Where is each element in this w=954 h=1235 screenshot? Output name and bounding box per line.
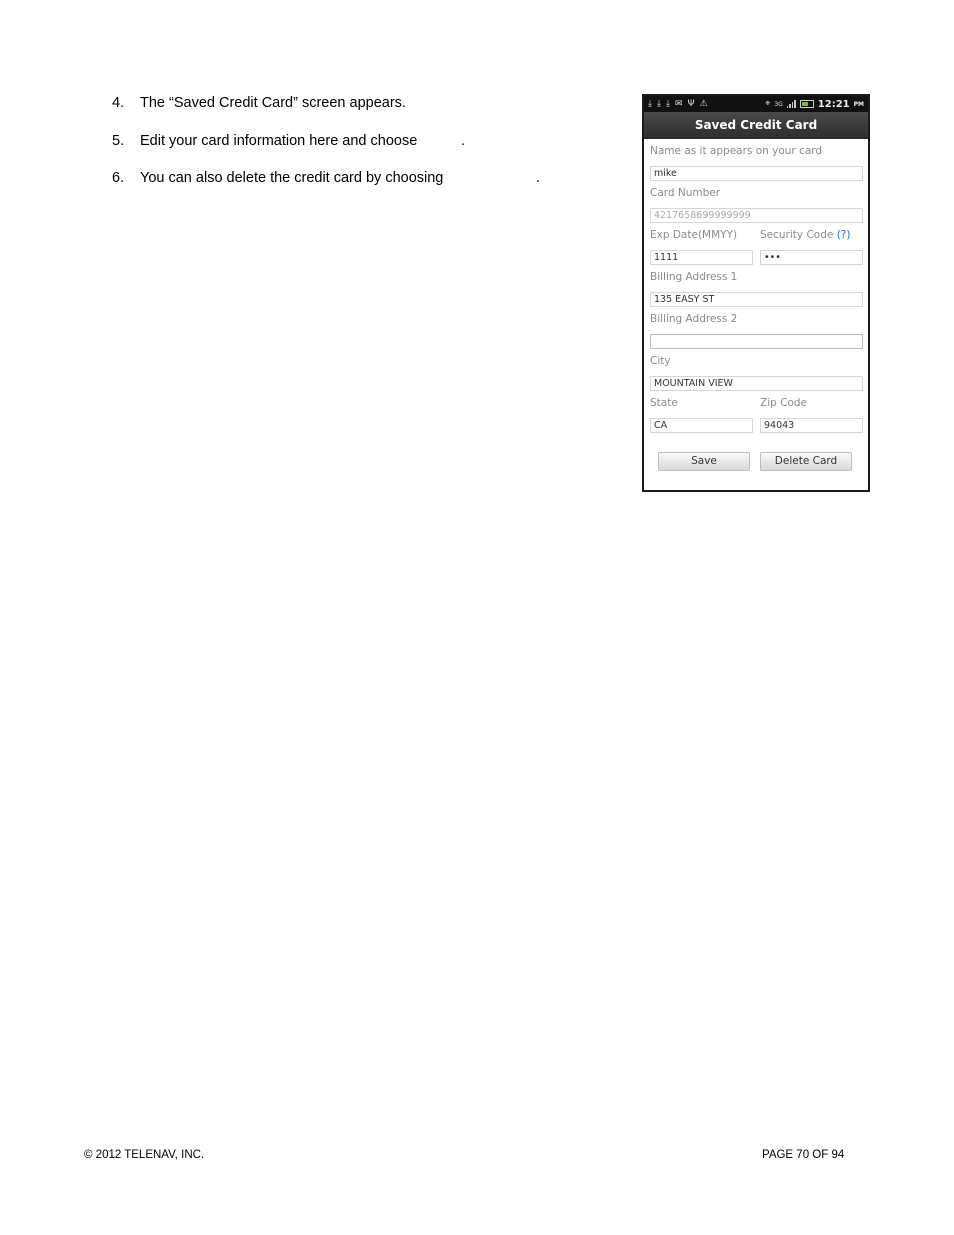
billing-address-1-label: Billing Address 1	[650, 271, 738, 283]
download-icon: ⤓	[665, 98, 670, 109]
usb-icon: Ψ	[687, 98, 695, 109]
billing-address-1-field[interactable]: 135 EASY ST	[650, 292, 863, 307]
clock: 12:21	[817, 98, 850, 110]
screen-title: Saved Credit Card	[644, 112, 868, 139]
status-bar	[644, 96, 868, 112]
step-period: .	[536, 170, 541, 186]
card-number-label: Card Number	[650, 187, 721, 199]
step-text: Edit your card information here and choose	[140, 132, 418, 149]
step-number: 5.	[112, 132, 125, 149]
exp-date-field[interactable]: 1111	[650, 250, 753, 265]
billing-address-2-field[interactable]	[650, 334, 863, 349]
step-number: 6.	[112, 170, 125, 186]
step-6	[112, 168, 572, 188]
exp-date-label: Exp Date(MMYY)	[650, 229, 738, 241]
step-period: .	[461, 132, 466, 149]
city-field[interactable]: MOUNTAIN VIEW	[650, 376, 863, 391]
billing-address-2-label: Billing Address 2	[650, 313, 738, 325]
page-number: PAGE 70 OF 94	[762, 1149, 845, 1161]
download-icon: ⤓	[656, 98, 661, 109]
security-code-field[interactable]: •••	[760, 250, 863, 265]
copyright: © 2012 TELENAV, INC.	[84, 1149, 205, 1161]
download-icon: ⤓	[648, 98, 652, 109]
step-5	[112, 131, 572, 151]
clock-ampm: PM	[853, 100, 864, 108]
security-code-help-link[interactable]: (?)	[836, 229, 851, 241]
zip-code-label: Zip Code	[760, 397, 807, 409]
security-code-label: Security Code	[760, 229, 834, 241]
gps-icon: ⌖	[765, 98, 771, 109]
battery-icon	[800, 100, 814, 108]
save-button[interactable]: Save	[658, 452, 750, 471]
step-number: 4.	[112, 95, 125, 111]
warning-icon: ⚠	[699, 98, 708, 109]
card-number-field: 4217658699999999	[650, 208, 863, 223]
step-text: You can also delete the credit card by choosing	[140, 170, 444, 186]
zip-code-field[interactable]: 94043	[760, 418, 863, 433]
phone-screenshot	[642, 94, 870, 492]
instruction-steps	[112, 93, 572, 206]
delete-card-button[interactable]: Delete Card	[760, 452, 852, 471]
name-label: Name as it appears on your card	[650, 145, 823, 157]
security-code-label-wrap	[760, 229, 850, 241]
step-text: The “Saved Credit Card” screen appears.	[140, 95, 406, 111]
network-type: 3G	[774, 100, 783, 108]
name-field[interactable]: mike	[650, 166, 863, 181]
mail-icon: ✉	[674, 98, 683, 109]
city-label: City	[650, 355, 671, 367]
state-label: State	[650, 397, 678, 409]
state-field[interactable]: CA	[650, 418, 753, 433]
signal-icon	[787, 100, 796, 108]
step-4	[112, 93, 572, 113]
